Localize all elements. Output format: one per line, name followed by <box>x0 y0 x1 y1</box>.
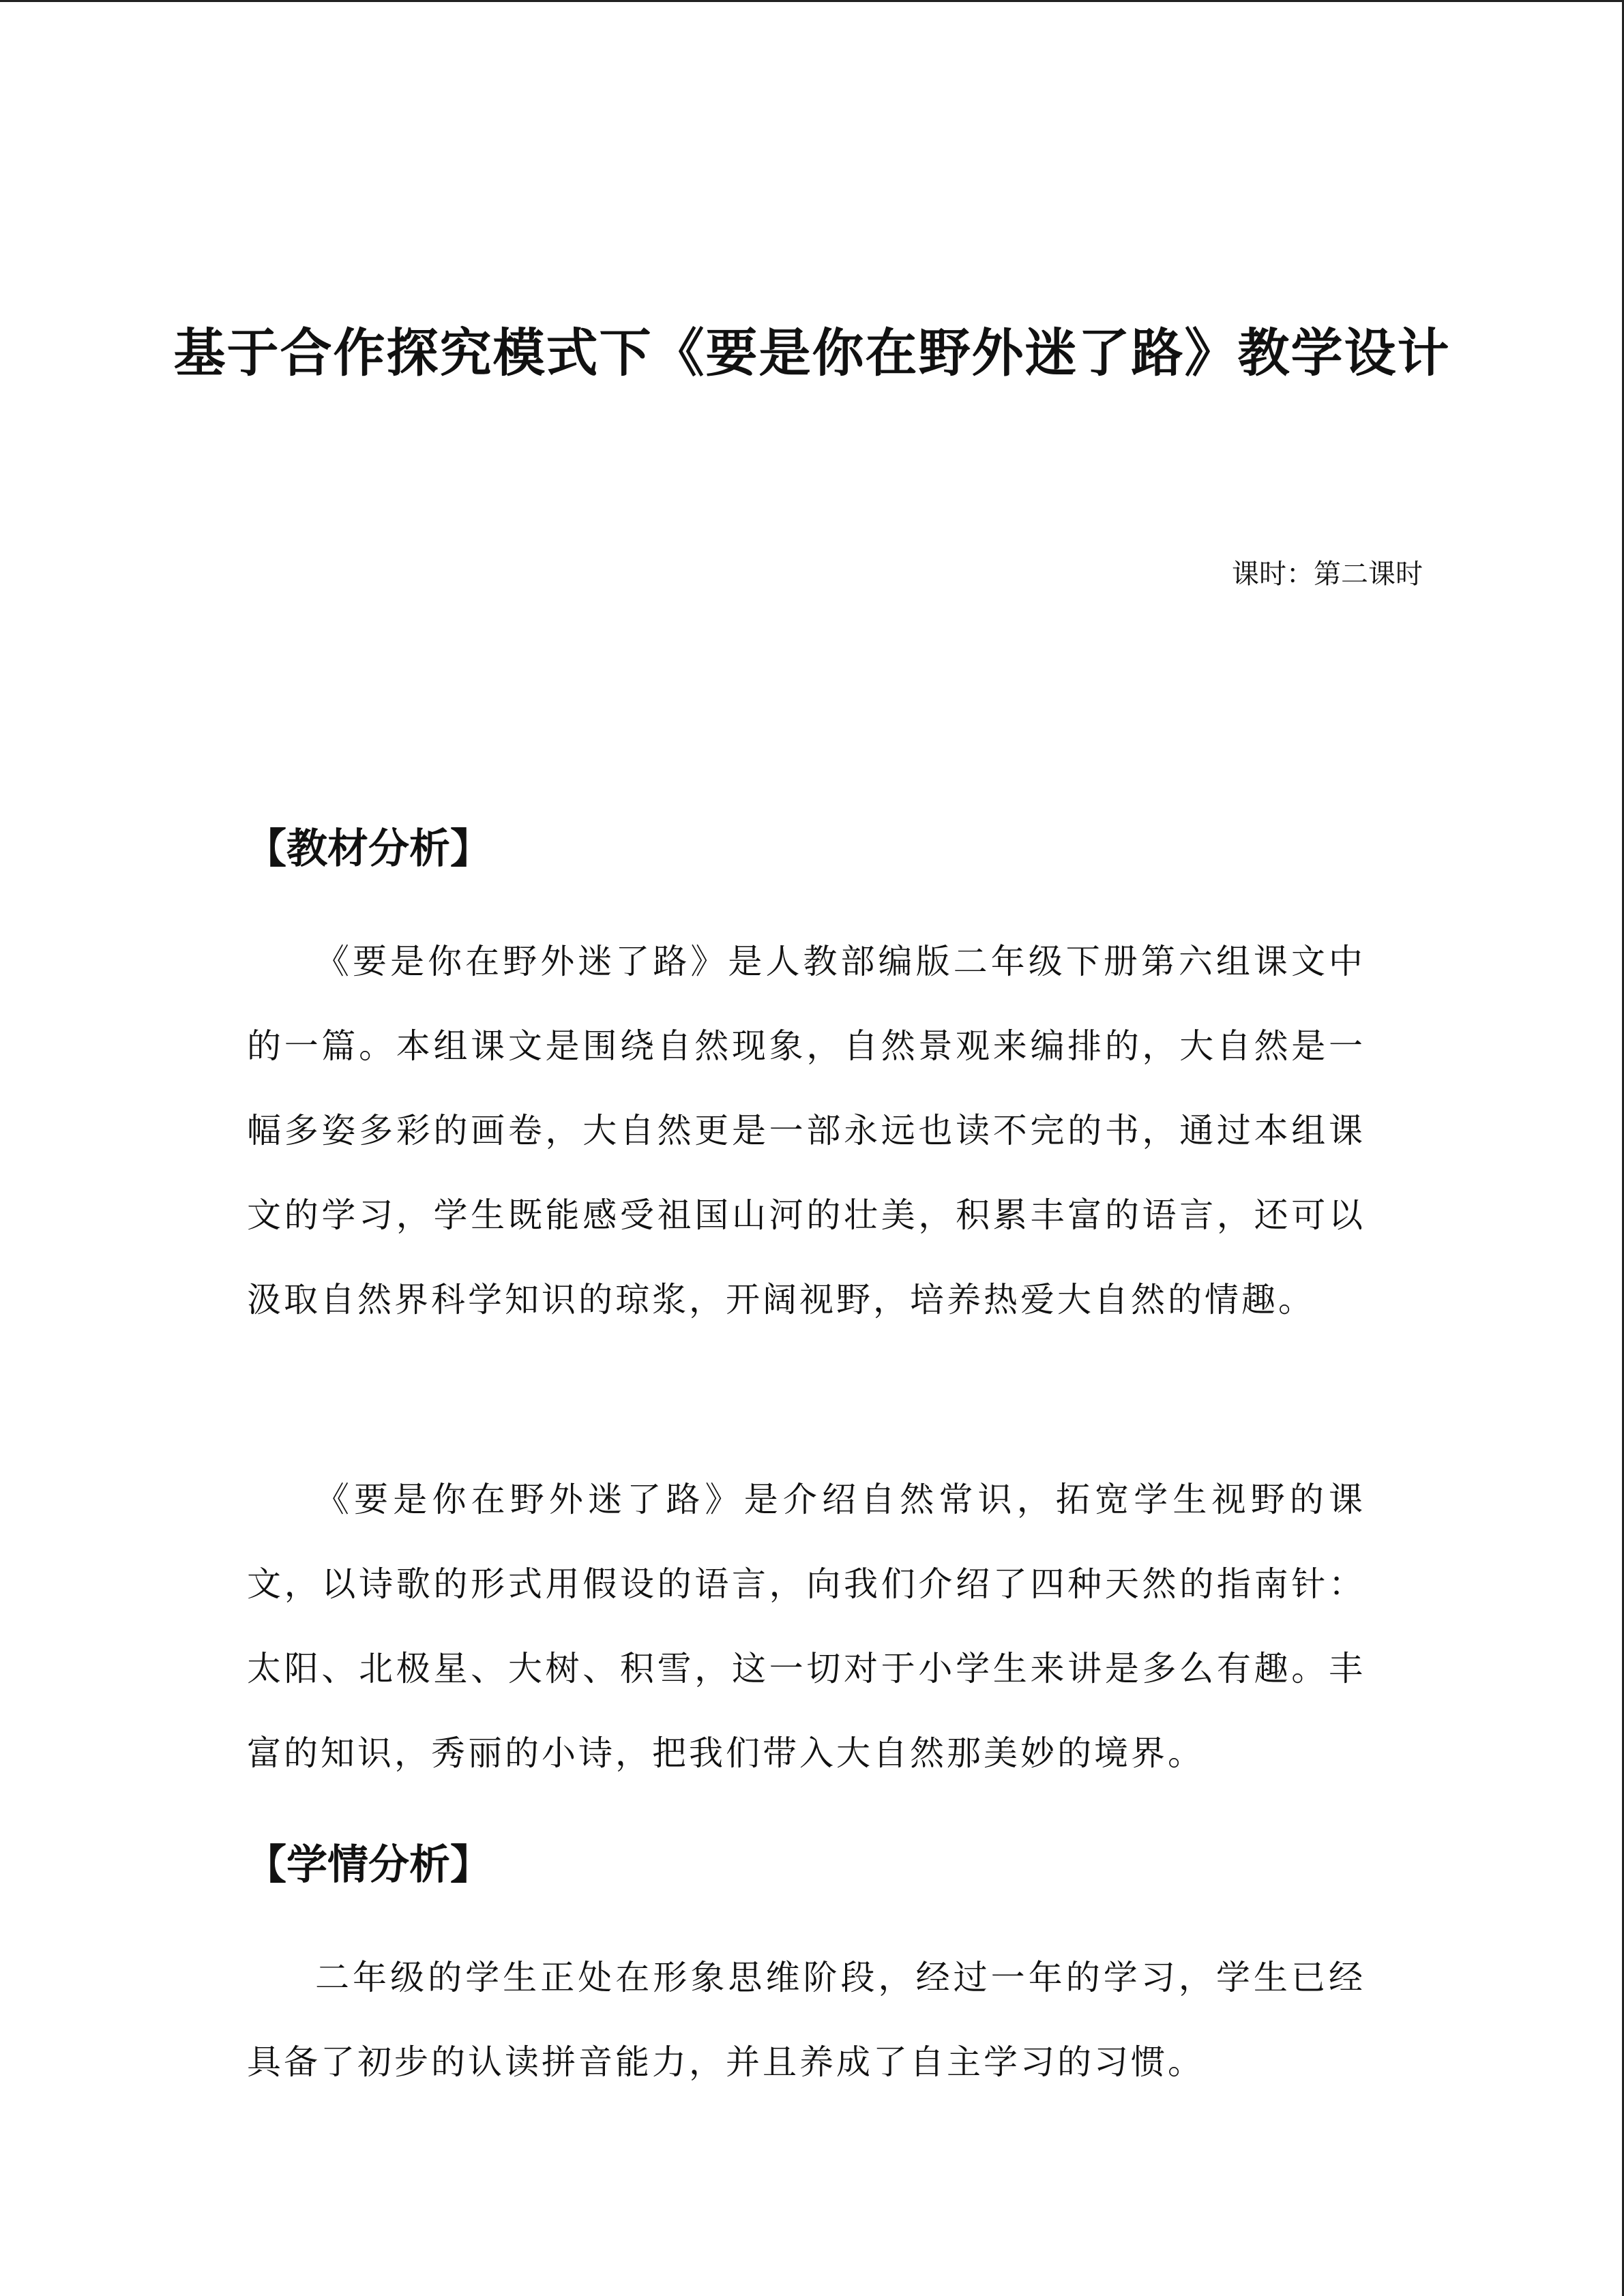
paragraph: 《要是你在野外迷了路》是介绍自然常识，拓宽学生视野的课文，以诗歌的形式用假设的语言，向我们介绍了四种天然的指南针：太阳、北极星、大树、积雪，这一切对于小学生来讲是多么有趣。丰富的知识，秀丽的小诗，把我们带入大自然那美妙的境界。 <box>247 1480 1365 1773</box>
lesson-period: 课时：第二课时 <box>1232 558 1423 590</box>
section-heading-materials-analysis: 【教材分析】 <box>246 825 491 873</box>
page-border-top <box>0 0 1624 2</box>
paragraph: 二年级的学生正处在形象思维阶段，经过一年的学习，学生已经具备了初步的认读拼音能力，并且养成了自主学习的习惯。 <box>247 1958 1365 2082</box>
document-title: 基于合作探究模式下《要是你在野外迷了路》教学设计 <box>173 323 1451 383</box>
paragraph: 《要是你在野外迷了路》是人教部编版二年级下册第六组课文中的一篇。本组课文是围绕自然现象，自然景观来编排的，大自然是一幅多姿多彩的画卷，大自然更是一部永远也读不完的书，通过本组课文的学习，学生既能感受祖国山河的壮美，积累丰富的语言，还可以汲取自然界科学知识的琼浆，开阔视野，培养热爱大自然的情趣。 <box>247 942 1365 1320</box>
section-heading-student-analysis: 【学情分析】 <box>246 1841 491 1889</box>
